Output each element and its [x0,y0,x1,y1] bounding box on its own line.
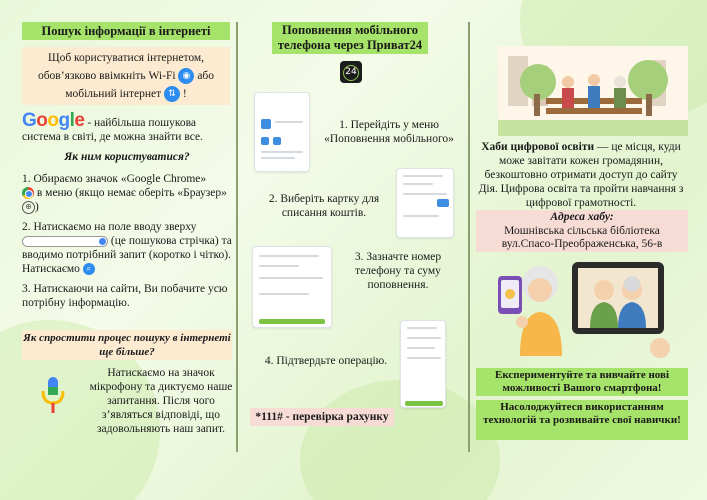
privat24-icon: 24 [340,61,362,83]
hub-address-heading: Адреса хабу: [550,211,614,223]
search-icon: ⌕ [83,263,95,275]
privat-step-1: 1. Перейдіть у меню «Поповнення мобільного» [324,119,454,145]
google-description: - найбільша пошукова система в світі, де можна знайти все. [22,117,203,143]
step-3: 3. Натискаючи на сайти, Ви побачите усю потрібну інформацію. [22,283,228,309]
privat24-column [236,0,472,500]
screenshot-confirm [400,320,446,408]
wifi-notice-exclaim: ! [182,88,187,100]
step-2: 2. Натискаємо на поле вводу зверху (це пошукова стрічка) та вводимо потрібний запит (коротко і чітко). Натискаємо ⌕ [22,221,232,275]
screenshot-topup-menu [254,92,310,172]
google-logo: Google [22,110,85,131]
wifi-notice-line4: мобільний інтернет [65,88,162,100]
wifi-notice-or: або [197,70,215,82]
experiment-banner: Експериментуйте та вивчайте нові можливості Вашого смартфона! [476,368,688,396]
hub-description-bold: Хаби цифрової освіти [481,141,595,153]
grandparents-tablet-illustration [568,258,672,364]
privat24-title: Поповнення мобільного телефона через Приват24 [272,22,428,54]
chrome-icon [22,187,34,199]
wifi-notice-line1: Щоб користуватися інтернетом, [47,52,205,64]
google-instructions [22,110,232,316]
wifi-icon: ◉ [178,68,194,84]
digital-hubs-column [472,0,707,500]
privat-step-2: 2. Виберіть картку для списання коштів. [268,193,380,219]
screenshot-phone-amount [252,246,332,328]
mobile-data-icon: ⇅ [164,86,180,102]
internet-search-column [0,0,236,500]
step-1: 1. Обираємо значок «Google Chrome» в меню (якщо немає оберіть «Браузер» ⊕ ) [22,173,227,213]
how-to-use-heading: Як ним користуватися? [64,151,190,163]
internet-search-title: Пошук інформації в інтернеті [22,22,230,40]
grandma-phone-illustration [490,258,576,360]
hub-description-rest: — це місця, куди може завітати кожен громадянин, безкоштовно отримати доступ до сайту Дія. Цифрова освіта та пройти навчання з цифрової грамотності. [478,141,684,209]
hub-address-line2: вул.Спасо-Преображенська, 56-в [501,238,663,250]
ussd-balance-check: *111# - перевірка рахунку [250,408,394,426]
speed-up-heading: Як спростити процес пошуку в інтернеті ще більше? [23,332,231,358]
screenshot-select-card [396,168,454,238]
enjoy-banner: Насолоджуйтеся використанням технологій та розвивайте свої навички! [476,400,688,440]
privat-step-3: 3. Зазначте номер телефону та суму поповнення. [354,251,442,291]
wifi-notice-line2: обов’язково ввімкніть Wi-Fi [37,70,176,82]
search-bar-icon [22,236,108,247]
microphone-instructions: Натискаємо на значок мікрофону та диктуємо наше запитання. Після чого з’являться відповіді, що задовольняють наш запит. [89,367,233,435]
hub-address-line1: Мошнівська сільська бібліотека [504,224,660,237]
microphone-icon [38,375,68,415]
wifi-notice [22,47,230,105]
hub-description [476,140,686,210]
globe-icon: ⊕ [22,201,35,214]
privat-step-4: 4. Підтвердьте операцію. [264,355,388,367]
hub-address [476,210,688,252]
seniors-bench-illustration [498,46,688,136]
